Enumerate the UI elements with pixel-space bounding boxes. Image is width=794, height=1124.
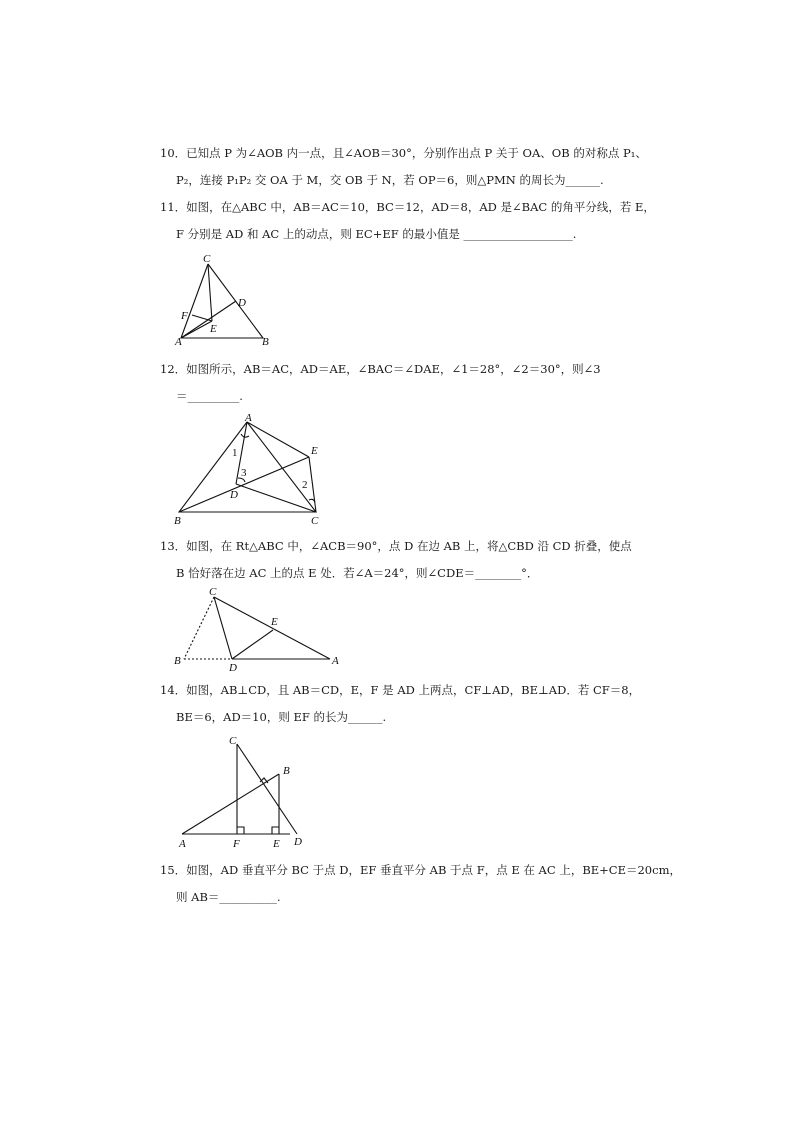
q14-line-2: BE＝6，AD＝10，则 EF 的长为______. (176, 710, 387, 724)
q14-line-ab (182, 774, 279, 834)
q13-line-cd (214, 597, 232, 659)
q12-line-bd-e (179, 457, 309, 512)
q11-label-f: F (181, 310, 188, 322)
q14-label-b: B (283, 765, 290, 777)
q12-line-ae (247, 422, 309, 457)
q12-label-d: D (230, 489, 238, 501)
q14-line-cd (237, 744, 297, 834)
q12-label-angle-3: 3 (241, 467, 247, 479)
q14-right-angle-ab-cd (260, 778, 268, 783)
q13-line-2: B 恰好落在边 AC 上的点 E 处．若∠A＝24°，则∠CDE＝________°． (176, 566, 539, 580)
q13-line-ca (214, 597, 330, 659)
q11-line-fe (192, 315, 212, 321)
q14-label-a: A (179, 838, 186, 850)
q12-figure (170, 412, 330, 528)
q12-label-angle-1: 1 (232, 447, 238, 459)
q11-line-ce (208, 264, 212, 321)
q14-figure (170, 730, 320, 850)
q14-label-f: F (233, 838, 240, 850)
q14-right-angle-f (237, 827, 244, 834)
q14-line-1: 14．如图，AB⊥CD，且 AB＝CD，E，F 是 AD 上两点，CF⊥AD，BE⊥AD．若 CF＝8， (160, 683, 641, 697)
q11-label-d: D (238, 297, 246, 309)
q13-label-a: A (332, 655, 339, 667)
q13-line-de (232, 630, 273, 659)
q14-right-angle-e (272, 827, 279, 834)
q13-label-e: E (271, 616, 278, 628)
q15-line-1: 15．如图，AD 垂直平分 BC 于点 D，EF 垂直平分 AB 于点 F，点 E 在 AC 上，BE+CE＝20cm， (160, 863, 681, 877)
q14-label-c: C (229, 735, 237, 747)
q12-label-angle-2: 2 (302, 479, 308, 491)
q11-label-b: B (262, 336, 269, 348)
q12-label-c: C (311, 515, 319, 527)
q11-line-1: 11．如图，在△ABC 中，AB＝AC＝10，BC＝12，AD＝8，AD 是∠BAC 的角平分线，若 E， (160, 200, 655, 214)
q13-label-d: D (229, 662, 237, 674)
q11-figure (170, 250, 280, 350)
q11-line-2: F 分别是 AD 和 AC 上的动点，则 EC+EF 的最小值是 ___________________. (176, 227, 577, 241)
q11-triangle (181, 264, 263, 338)
q12-label-b: B (174, 515, 181, 527)
q14-label-d: D (294, 836, 302, 848)
q12-triangle-abc (179, 422, 316, 512)
q15-line-2: 则 AB＝__________. (176, 890, 281, 904)
q12-label-e: E (311, 445, 318, 457)
q10-line-2: P₂，连接 P₁P₂ 交 OA 于 M，交 OB 于 N，若 OP＝6，则△PMN 的周长为______. (176, 173, 604, 187)
q13-line-1: 13．如图，在 Rt△ABC 中，∠ACB＝90°，点 D 在边 AB 上，将△CBD 沿 CD 折叠，使点 (160, 539, 632, 553)
q14-label-e: E (273, 838, 280, 850)
q12-line-1: 12．如图所示，AB＝AC，AD＝AE，∠BAC＝∠DAE，∠1＝28°，∠2＝30°，则∠3 (160, 362, 601, 376)
q11-label-e: E (210, 323, 217, 335)
q13-figure (170, 584, 350, 674)
q13-label-c: C (209, 586, 217, 598)
q13-line-cb-dashed (184, 597, 214, 659)
q12-label-a: A (245, 412, 252, 424)
q11-line-ae (181, 321, 212, 338)
q11-label-a: A (175, 336, 182, 348)
q11-label-c: C (203, 253, 211, 265)
q10-line-1: 10．已知点 P 为∠AOB 内一点，且∠AOB＝30°，分别作出点 P 关于 OA、OB 的对称点 P₁、 (160, 146, 647, 160)
q13-label-b: B (174, 655, 181, 667)
q12-line-2: ＝_________. (176, 389, 243, 403)
